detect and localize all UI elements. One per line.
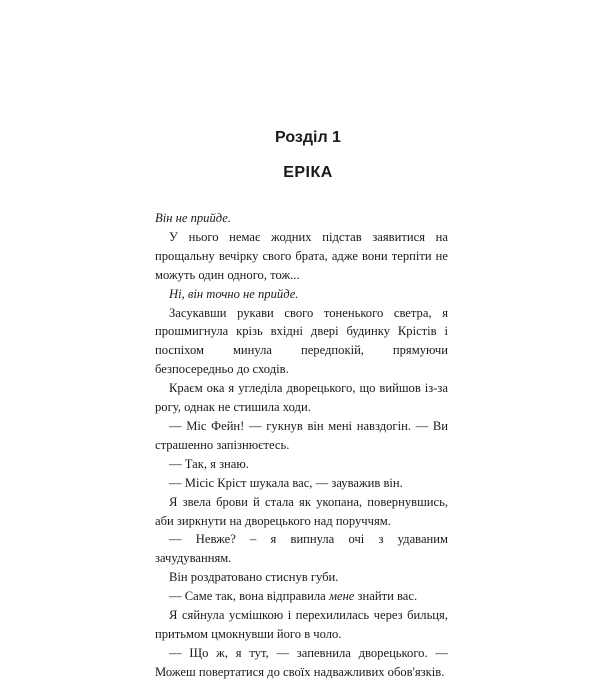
paragraph: Засукавши рукави свого тоненького светра, я прошмигнула крізь вхідні двері будинку Крістів і поспіхом минула передпокій, прямуючи безпосередньо до сходів. xyxy=(155,305,448,377)
paragraph: Я звела брови й стала як укопана, повернувшись, аби зиркнути на дворецького над поруччям. xyxy=(155,494,448,528)
emphasis-text: мене xyxy=(328,589,355,604)
chapter-title: ЕРІКА xyxy=(283,164,333,181)
paragraph xyxy=(155,587,448,606)
paragraph: Краєм ока я угледіла дворецького, що вийшов із-за рогу, однак не стишила ходи. xyxy=(155,381,448,415)
paragraph: Ні, він точно не прийде. xyxy=(169,286,299,301)
paragraph: — Міс Фейн! — гукнув він мені навздогін. — Ви страшенно запізнюєтесь. xyxy=(155,418,448,452)
paragraph: — Так, я знаю. xyxy=(169,456,249,471)
paragraph: — Місіс Кріст шукала вас, — зауважив він. xyxy=(169,475,403,490)
paragraph: Він роздратовано стиснув губи. xyxy=(169,570,339,585)
paragraph: Він не прийде. xyxy=(155,211,232,225)
paragraph-text: — Саме так, вона відправила xyxy=(169,589,329,604)
paragraph: — Невже? – я випнула очі з удаваним зачудуванням. xyxy=(155,532,448,566)
paragraph: У нього немає жодних підстав заявитися на прощальну вечірку свого брата, адже вони терпіти не можуть один одного, тож... xyxy=(155,229,448,282)
paragraph: Я сяйнула усмішкою і перехилилась через бильця, притьмом цмокнувши його в чоло. xyxy=(155,608,448,641)
paragraph-text: знайти вас. xyxy=(354,589,418,604)
paragraph: — Що ж, я тут, — запевнила дворецького. — Можеш повертатися до своїх надважливих обов'язків. xyxy=(155,645,448,679)
chapter-number: Розділ 1 xyxy=(275,129,341,146)
body-text xyxy=(155,209,448,682)
